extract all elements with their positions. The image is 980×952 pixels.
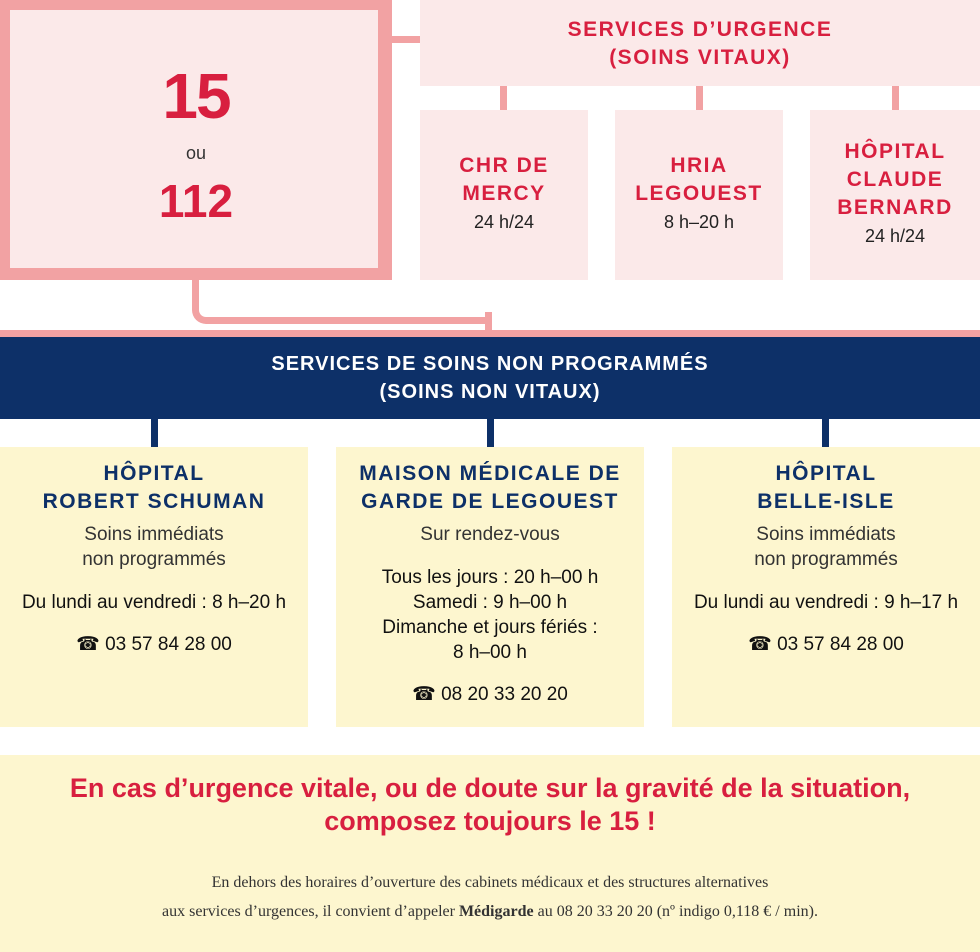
medigarde-name: Médigarde: [458, 903, 534, 920]
urgences-card-name-line: CHR DE: [459, 154, 549, 177]
connector-numbers-to-urgences: [378, 36, 420, 43]
svc-card-belle-isle: [672, 447, 980, 727]
svc-card-subtitle-line: Soins immédiats: [756, 524, 896, 545]
urgences-card-hours: 8 h–20 h: [663, 212, 735, 232]
urgences-title-line1: SERVICES D’URGENCE: [567, 18, 833, 41]
footer-line2-after: au 08 20 33 20 20 (nº indigo 0,118 € / min).: [533, 903, 818, 920]
urgences-card-chr-mercy: [420, 110, 588, 280]
phone-icon: ☎: [748, 634, 772, 655]
svc-card-phone-number: 03 57 84 28 00: [777, 634, 904, 655]
svc-card-name-line: BELLE-ISLE: [757, 490, 895, 513]
svc-card-name-line: HÔPITAL: [103, 462, 205, 485]
svc-card-subtitle-line: Sur rendez-vous: [420, 524, 560, 545]
connector-urgences-card-2: [696, 86, 703, 110]
phone-icon: ☎: [76, 634, 100, 655]
svc-card-subtitle-line: Soins immédiats: [84, 524, 224, 545]
footer-text: [60, 868, 920, 926]
connector-urgences-card-3: [892, 86, 899, 110]
svc-card-name-line: MAISON MÉDICALE DE: [359, 462, 621, 485]
urgences-title: [420, 16, 980, 72]
emergency-number-15: 15: [162, 60, 230, 132]
svc-card-maison-medicale: [336, 447, 644, 727]
urgences-card-hria-legouest: [615, 110, 783, 280]
svc-card-phone[interactable]: [0, 615, 308, 657]
svc-card-phone[interactable]: [336, 665, 644, 707]
warning-line1: En cas d’urgence vitale, ou de doute sur la gravité de la situation,: [69, 773, 911, 803]
urgences-card-name-line: HRIA: [670, 154, 728, 177]
connector-urgences-card-1: [500, 86, 507, 110]
footer-line1: En dehors des horaires d’ouverture des cabinets médicaux et des structures alternatives: [211, 874, 769, 891]
connector-svc-card-2: [487, 419, 494, 447]
svc-card-schedule-line: Tous les jours : 20 h–00 h: [381, 567, 599, 588]
footer-line2: [60, 897, 920, 926]
svc-card-subtitle-line: non programmés: [754, 549, 898, 570]
svc-card-schedule-line: Dimanche et jours fériés :: [382, 617, 598, 638]
svc-card-schedule-line: Du lundi au vendredi : 9 h–17 h: [693, 592, 959, 613]
svc-card-name-line: HÔPITAL: [775, 462, 877, 485]
phone-icon: ☎: [412, 684, 436, 705]
svc-card-subtitle-line: non programmés: [82, 549, 226, 570]
footer-line2-before: aux services d’urgences, il convient d’appeler: [162, 903, 459, 920]
non-programmes-title: [0, 350, 980, 406]
svc-card-phone[interactable]: [672, 615, 980, 657]
svc-card-schedule-line: Samedi : 9 h–00 h: [412, 592, 568, 613]
urgences-card-name-line: CLAUDE: [846, 168, 944, 191]
urgences-card-name-line: BERNARD: [837, 196, 953, 219]
non-programmes-title-line1: SERVICES DE SOINS NON PROGRAMMÉS: [271, 353, 709, 375]
urgences-title-line2: (SOINS VITAUX): [609, 46, 791, 69]
warning-text: [60, 772, 920, 838]
urgences-card-hours: 24 h/24: [864, 226, 926, 246]
urgences-card-claude-bernard: [810, 110, 980, 280]
urgences-card-hours: 24 h/24: [473, 212, 535, 232]
non-programmes-title-line2: (SOINS NON VITAUX): [379, 381, 601, 403]
pink-band-line: [0, 330, 980, 337]
svc-card-schedule-line: 8 h–00 h: [453, 642, 527, 663]
urgences-card-name-line: MERCY: [462, 182, 546, 205]
warning-line2: composez toujours le 15 !: [324, 806, 656, 836]
urgences-card-name-line: LEGOUEST: [635, 182, 763, 205]
svc-card-name-line: GARDE DE LEGOUEST: [361, 490, 619, 513]
svc-card-schedule-line: Du lundi au vendredi : 8 h–20 h: [21, 592, 287, 613]
connector-svc-card-1: [151, 419, 158, 447]
urgences-card-name-line: HÔPITAL: [844, 140, 946, 163]
svc-card-phone-number: 03 57 84 28 00: [105, 634, 232, 655]
emergency-number-112: 112: [158, 175, 234, 227]
connector-curve: [192, 300, 492, 324]
emergency-number-separator: ou: [185, 143, 207, 163]
svc-card-phone-number: 08 20 33 20 20: [441, 684, 568, 705]
emergency-numbers-panel: [10, 10, 378, 268]
svc-card-name-line: ROBERT SCHUMAN: [42, 490, 266, 513]
connector-svc-card-3: [822, 419, 829, 447]
svc-card-robert-schuman: [0, 447, 308, 727]
